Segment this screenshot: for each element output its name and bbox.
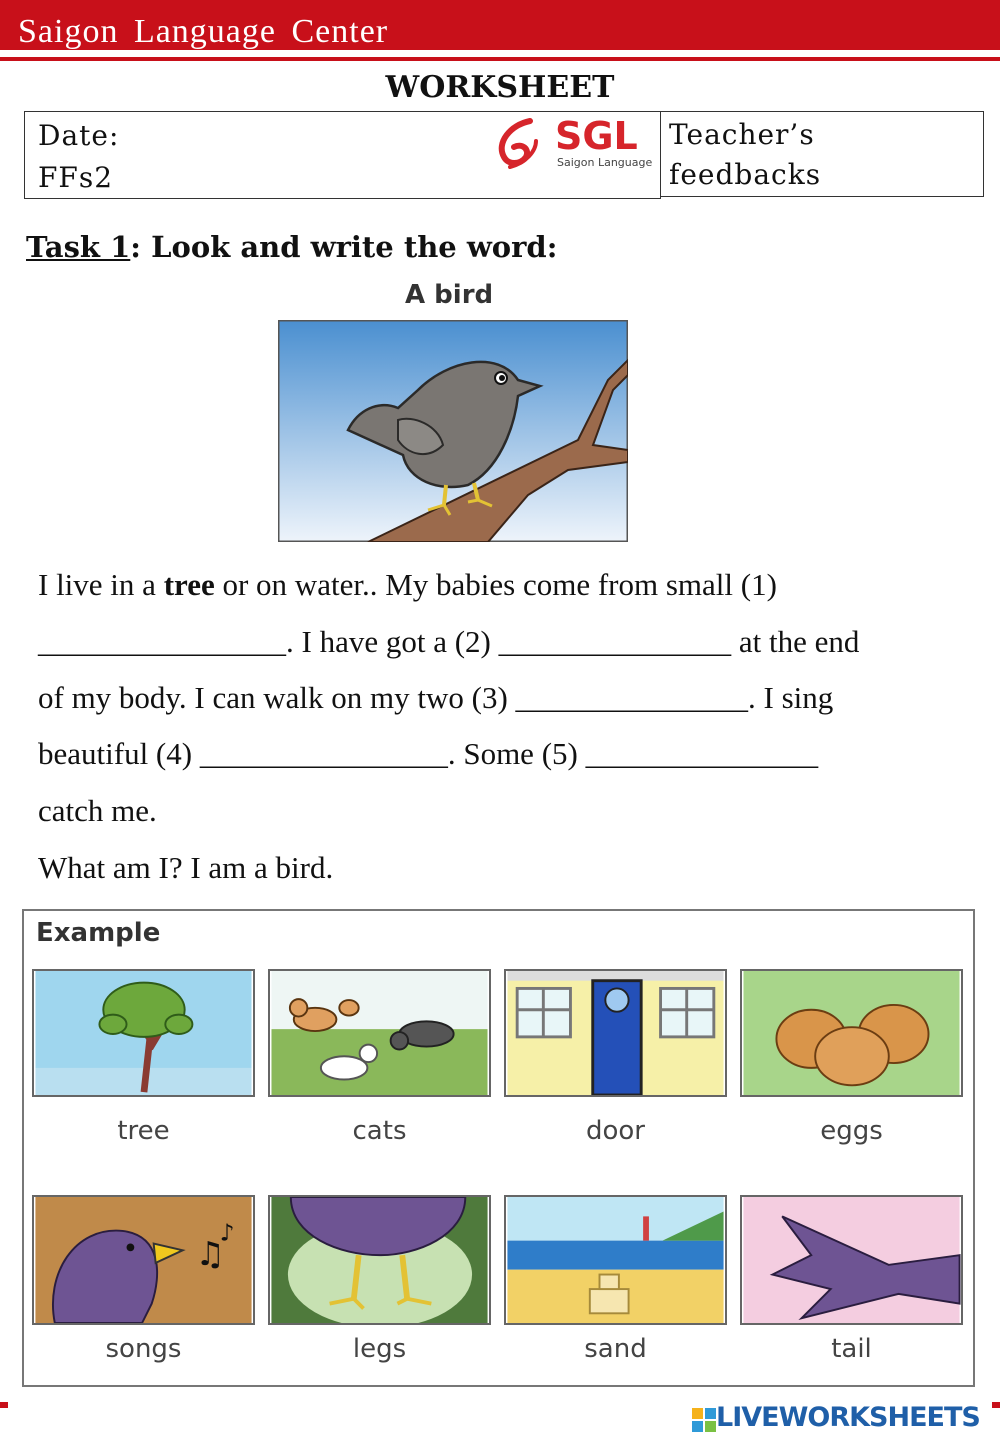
bird-illustration [278,320,628,542]
text-line-1 [38,565,777,605]
task-number: Task 1 [26,230,131,264]
tail-picture [740,1195,963,1325]
text-line-6: What am I? I am a bird. [38,850,334,885]
tree-picture [32,969,255,1097]
word-tree: tree [117,1116,170,1146]
logo-text: SGL [555,114,638,158]
text-line-4: beautiful (4) ________________. Some (5) _______________ [38,736,819,771]
footer-mark-left [0,1402,8,1408]
center-name: Saigon Language Center [18,13,389,50]
date-label: Date: [38,119,120,152]
eggs-picture [740,969,963,1097]
sand-picture [504,1195,727,1325]
word-tail: tail [831,1334,872,1364]
text-line-1b: or on water.. My babies come from small (1) [214,567,777,602]
svg-text:♪: ♪ [219,1219,235,1247]
example-label: Example [36,918,161,948]
worksheet-title: WORKSHEET [385,70,615,105]
feedback-label-line2: feedbacks [669,158,822,191]
word-cats: cats [352,1116,407,1146]
text-line-5: catch me. [38,793,157,828]
word-legs: legs [352,1334,407,1364]
footer-mark-right [992,1402,1000,1408]
logo-subtext: Saigon Language [557,156,653,169]
cats-picture [268,969,491,1097]
word-songs: songs [105,1334,182,1364]
svg-text:♫: ♫ [195,1233,225,1273]
word-sand: sand [584,1334,647,1364]
songs-picture [32,1195,255,1325]
header-divider [0,57,1000,61]
liveworksheets-brand[interactable]: LIVEWORKSHEETS [716,1402,980,1433]
task-heading [26,228,557,266]
class-code: FFs2 [38,161,114,194]
task-instruction: : Look and write the word: [130,230,558,264]
liveworksheets-icon [692,1408,716,1432]
text-line-1a: I live in a [38,567,164,602]
text-line-2: ________________. I have got a (2) _______________ at the end [38,624,860,659]
bird-caption: A bird [405,280,494,310]
legs-picture [268,1195,491,1325]
word-eggs: eggs [820,1116,883,1146]
door-picture [504,969,727,1097]
feedback-label-line1: Teacher’s [669,118,815,151]
keyword-tree: tree [163,567,215,602]
text-line-3: of my body. I can walk on my two (3) _______________. I sing [38,680,834,715]
word-door: door [585,1116,645,1146]
